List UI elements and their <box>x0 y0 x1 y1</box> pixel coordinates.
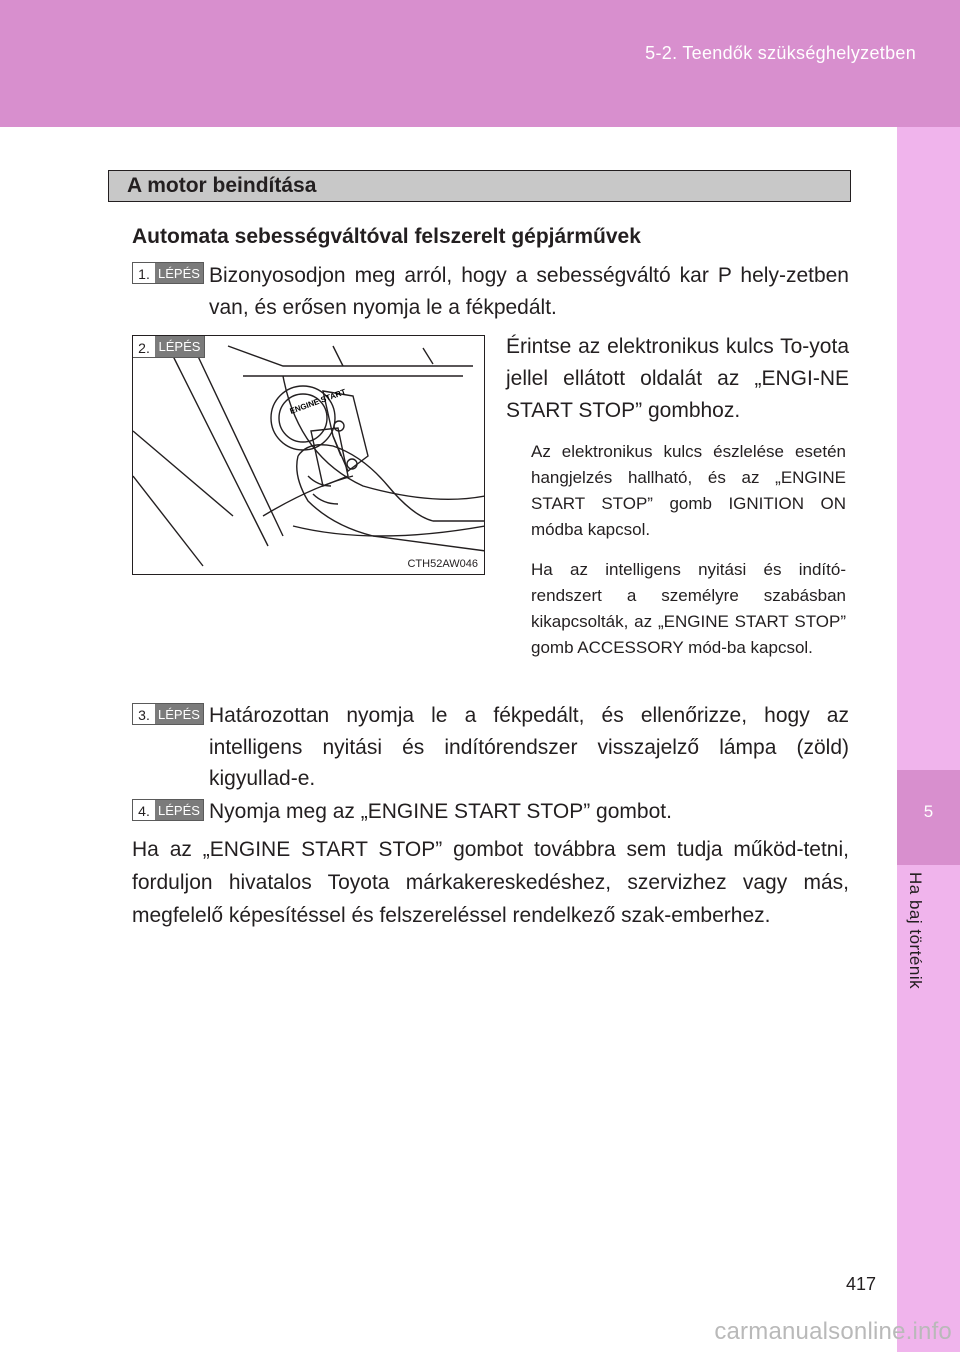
button-label: ENGINE START <box>288 387 348 416</box>
step-badge-4 <box>132 799 204 821</box>
step-badge-1 <box>132 262 204 284</box>
step-word: LÉPÉS <box>155 336 204 357</box>
closing-paragraph: Ha az „ENGINE START STOP” gombot továbbra sem tudja működ-tetni, forduljon hivatalos Toyota márkakereskedéshez, szervizhez vagy más, megfelelő képesítéssel és felszereléssel rendelkező szak-emberhez. <box>132 838 849 927</box>
illustration-key-touch <box>132 335 485 575</box>
chapter-tab[interactable] <box>897 770 960 865</box>
step-number: 1. <box>133 263 155 283</box>
step-3-text: Határozottan nyomja le a fékpedált, és ellenőrizze, hogy az intelligens nyitási és indítórendszer visszajelző lámpa (zöld) kigyullad-e. <box>209 704 849 790</box>
step-number: 2. <box>133 336 155 357</box>
section-heading-bar <box>108 170 851 202</box>
note-2: Ha az intelligens nyitási és indító-rendszert a személyre szabásban kikapcsolták, az „ENGINE START STOP” gomb ACCESSORY mód-ba kapcsol. <box>531 560 846 657</box>
step-word: LÉPÉS <box>155 800 203 820</box>
header-title: 5-2. Teendők szükséghelyzetben <box>645 43 916 63</box>
watermark: carmanualsonline.info <box>714 1318 952 1345</box>
step-word: LÉPÉS <box>155 704 203 724</box>
step-badge-3 <box>132 703 204 725</box>
section-title: A motor beindítása <box>127 174 317 197</box>
key-touch-drawing <box>133 336 485 575</box>
header-band <box>0 0 960 127</box>
step-word: LÉPÉS <box>155 263 203 283</box>
step-2-text: Érintse az elektronikus kulcs To-yota jellel ellátott oldalát az „ENGI-NE START STOP” gombhoz. <box>506 335 849 422</box>
page-number: 417 <box>846 1274 877 1294</box>
chapter-number: 5 <box>923 802 934 821</box>
step-badge-2 <box>133 336 205 358</box>
step-1-text: Bizonyosodjon meg arról, hogy a sebességváltó kar P hely-zetben van, és erősen nyomja le a fékpedált. <box>209 264 849 319</box>
step-4-text: Nyomja meg az „ENGINE START STOP” gombot. <box>209 800 672 823</box>
note-1: Az elektronikus kulcs észlelése esetén hangjelzés hallható, és az „ENGINE START STOP” gomb IGNITION ON módba kapcsol. <box>531 442 846 539</box>
chapter-title: Ha baj történik <box>906 872 925 990</box>
step-number: 3. <box>133 704 155 724</box>
step-number: 4. <box>133 800 155 820</box>
side-tab-top <box>897 127 960 770</box>
subheading: Automata sebességváltóval felszerelt gépjárművek <box>132 225 641 248</box>
figure-code: CTH52AW046 <box>407 558 478 570</box>
